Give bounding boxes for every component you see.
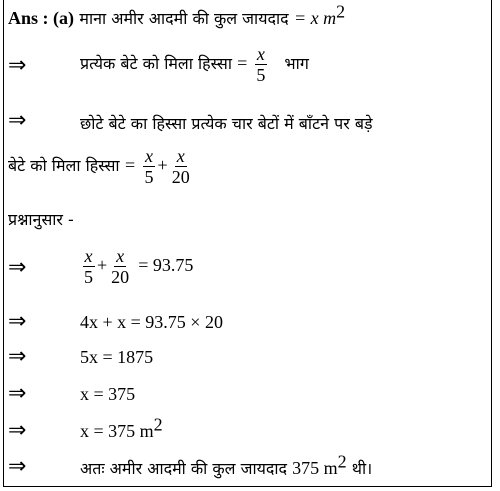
implies-arrow: ⇒	[8, 309, 27, 334]
fraction-x-over-5	[143, 146, 156, 187]
youngest-son-text: छोटे बेटे का हिस्सा प्रत्येक चार बेटों में बाँटने पर बड़े	[80, 114, 373, 133]
answer-label: Ans : (a)	[8, 8, 74, 28]
implies-arrow: ⇒	[8, 344, 27, 369]
plus-sign: +	[97, 255, 108, 275]
youngest-son-line	[80, 112, 373, 134]
equation-step-2: 4x + x = 93.75 × 20	[80, 312, 223, 332]
fraction-x-over-20	[170, 146, 192, 187]
fraction-x-over-5	[82, 246, 95, 287]
fraction-denominator: 5	[256, 65, 266, 85]
fraction-numerator: x	[256, 44, 265, 64]
final-value: 375 m	[292, 458, 338, 478]
square-superscript: 2	[153, 414, 163, 435]
according-to-question-heading	[8, 210, 74, 230]
eldest-son-line	[8, 146, 194, 187]
final-answer-line	[80, 451, 373, 479]
square-superscript: 2	[337, 451, 347, 472]
share-suffix: भाग	[284, 54, 309, 73]
fraction-denominator: 5	[84, 267, 93, 287]
square-superscript: 2	[336, 1, 346, 22]
fraction-numerator: x	[145, 146, 154, 166]
fraction-x-over-5	[254, 44, 267, 85]
fraction-x-over-20	[109, 246, 131, 287]
equation-step-5	[80, 414, 163, 442]
intro-math: = x m	[294, 8, 337, 28]
share-each-son-text: प्रत्येक बेटे को मिला हिस्सा	[80, 54, 232, 73]
equals-sign: =	[124, 155, 136, 175]
implies-arrow: ⇒	[8, 418, 27, 443]
implies-arrow: ⇒	[8, 255, 27, 280]
eldest-son-text: बेटे को मिला हिस्सा	[8, 156, 120, 175]
implies-arrow: ⇒	[8, 454, 27, 479]
fraction-denominator: 5	[144, 167, 154, 187]
answer-heading-line	[8, 1, 346, 29]
fraction-denominator: 20	[171, 167, 190, 187]
fraction-numerator: x	[116, 246, 125, 266]
final-text: अतः अमीर आदमी की कुल जायदाद	[80, 459, 288, 478]
equals-sign: =	[237, 53, 248, 73]
plus-sign: +	[157, 155, 168, 175]
fraction-numerator: x	[84, 246, 93, 266]
heading-text: प्रश्नानुसार -	[8, 210, 74, 229]
equation-step-4: x = 375	[80, 384, 136, 404]
implies-arrow: ⇒	[8, 108, 27, 133]
share-each-son-line	[80, 44, 309, 85]
step-5-text: x = 375 m	[80, 421, 154, 441]
fraction-numerator: x	[176, 146, 185, 166]
fraction-denominator: 20	[111, 267, 130, 287]
equation-rhs: = 93.75	[138, 255, 194, 275]
implies-arrow: ⇒	[8, 381, 27, 406]
final-suffix: थी।	[351, 459, 373, 478]
intro-text: माना अमीर आदमी की कुल जायदाद	[79, 9, 289, 28]
implies-arrow: ⇒	[8, 53, 27, 78]
equation-step-3: 5x = 1875	[80, 347, 154, 367]
equation-step-1	[80, 246, 193, 287]
